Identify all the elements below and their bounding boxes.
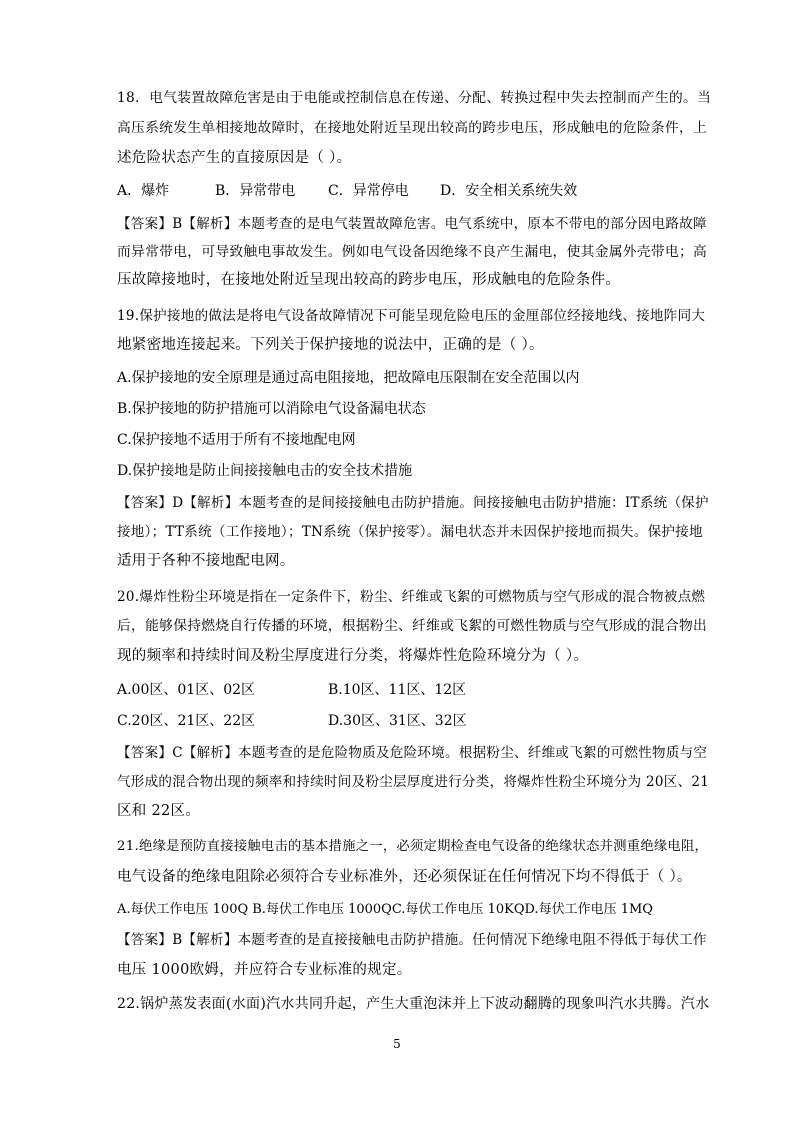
q18-option-c: C．异常停电 xyxy=(328,183,409,199)
q20-option-a: A.00区、01区、02区 xyxy=(117,682,256,698)
q20-option-c: C.20区、21区、22区 xyxy=(117,713,256,729)
page-number: 5 xyxy=(393,1037,401,1051)
q19-answer-line-2: 接地）；TT系统（工作接地）；TN系统（保护接零）。漏电状态并未因保护接地而损失。保护接地 xyxy=(117,524,703,540)
q19-line-2: 地紧密地连接起来。下列关于保护接地的说法中，正确的是（ ）。 xyxy=(117,337,544,353)
q18-option-b: B．异常带电 xyxy=(215,183,296,199)
q19-answer-line-3: 适用于各种不接地配电网。 xyxy=(117,553,295,569)
q19-option-b: B.保护接地的防护措施可以消除电气设备漏电状态 xyxy=(117,401,426,417)
q18-line-1: 18．电气装置故障危害是由于电能或控制信息在传递、分配、转换过程中失去控制而产生的。当 xyxy=(117,90,712,106)
q20-answer-line-2: 气形成的混合物出现的频率和持续时间及粉尘层厚度进行分类，将爆炸性粉尘环境分为 20区、21 xyxy=(117,774,710,790)
q18-line-3: 述危险状态产生的直接原因是（ ）。 xyxy=(117,150,352,166)
q19-line-1: 19.保护接地的做法是将电气设备故障情况下可能呈现危险电压的金厘部位经接地线、接地阼同大 xyxy=(117,308,706,324)
q18-answer-line-1: 【答案】B【解析】本题考查的是电气装置故障危害。电气系统中，原本不带电的部分因电路故障 xyxy=(117,216,707,232)
q19-option-c: C.保护接地不适用于所有不接地配电网 xyxy=(117,432,356,448)
q18-line-2: 高压系统发生单相接地故障时，在接地处附近呈现出较高的跨步电压，形成触电的危险条件，上 xyxy=(117,120,708,136)
q21-line-1: 21.绝缘是预防直接接触电击的基本措施之一，必须定期检查电气设备的绝缘状态并测重绝缘电阻， xyxy=(117,839,709,854)
q19-option-d: D.保护接地是防止间接接触电击的安全技术措施 xyxy=(117,463,413,479)
q20-line-3: 现的频率和持续时间及粉尘厚度进行分类，将爆炸性危险环境分为（ ）。 xyxy=(117,648,589,664)
q20-line-1: 20.爆炸性粉尘环境是指在一定条件下，粉尘、纤维或飞絮的可燃物质与空气形成的混合物被点燃 xyxy=(117,589,706,605)
q18-option-d: D．安全相关系统失效 xyxy=(440,183,578,199)
q21-line-2: 电气设备的绝缘电阻除必须符合专业标准外，还必须保证在任何情况下均不得低于（ ）。 xyxy=(117,869,692,885)
q20-option-d: D.30区、31区、32区 xyxy=(328,713,467,729)
q19-answer-line-1: 【答案】D【解析】本题考查的是间接接触电击防护措施。间接接触电击防护措施：IT系统（保护 xyxy=(117,495,709,511)
q21-answer-line-2: 电压 1000欧姆，并应符合专业标准的规定。 xyxy=(117,962,412,978)
q20-answer-line-1: 【答案】C【解析】本题考查的是危险物质及危险环境。根据粉尘、纤维或飞絮的可燃性物质与空 xyxy=(117,745,708,761)
q21-options: A.每伏工作电压 100Q B.每伏工作电压 1000QC.每伏工作电压 10KQD.每伏工作电压 1MQ xyxy=(117,902,653,917)
q18-answer-line-3: 压故障接地时，在接地处附近呈现出较高的跨步电压，形成触电的危险条件。 xyxy=(117,272,621,288)
q22-line-1: 22.锅炉蒸发表面(水面)汽水共同升起，产生大重泡沫并上下波动翻腾的现象叫汽水共腾。汽水 xyxy=(117,996,710,1012)
q19-option-a: A.保护接地的安全原理是通过高电阻接地，把故障电压限制在安全范围以内 xyxy=(117,370,580,386)
q18-answer-line-2: 而异常带电，可导致触电事故发生。例如电气设备因绝缘不良产生漏电，使其金属外壳带电；高 xyxy=(117,244,708,260)
q18-option-a: A．爆炸 xyxy=(117,183,170,199)
q20-line-2: 后，能够保持燃烧自行传播的环境，根据粉尘、纤维或飞絮的可燃性物质与空气形成的混合物出 xyxy=(117,618,708,634)
q21-answer-line-1: 【答案】B【解析】本题考查的是直接接触电击防护措施。任何情况下绝缘电阻不得低于每伏工作 xyxy=(117,932,707,948)
q20-answer-line-3: 区和 22区。 xyxy=(117,803,201,819)
q20-option-b: B.10区、11区、12区 xyxy=(328,682,467,698)
